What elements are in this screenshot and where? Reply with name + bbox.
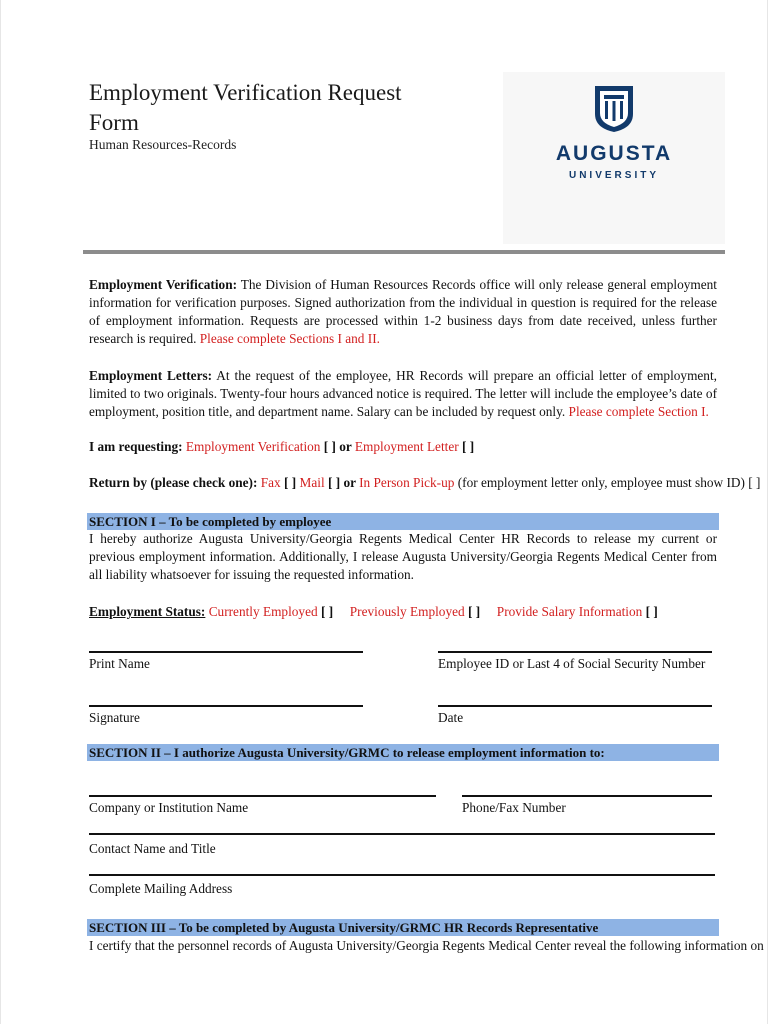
checkbox-mail[interactable]: [ ] or [324,475,360,490]
verification-note: Please complete Sections I and II. [199,331,380,346]
form-title: Employment Verification Request Form [89,80,402,135]
checkbox-previously-employed[interactable]: [ ] [464,604,481,619]
option-pickup: In Person Pick-up [359,475,455,490]
logo-wordmark: AUGUSTA [555,142,673,165]
employee-id-line[interactable] [438,651,712,653]
date-label: Date [438,710,464,725]
contact-label: Contact Name and Title [89,841,216,856]
requesting-line [89,438,717,456]
employment-status-line [89,603,717,621]
contact-line[interactable] [89,833,715,835]
company-label: Company or Institution Name [89,800,249,815]
company-line[interactable] [89,795,436,797]
option-employment-letter: Employment Letter [354,439,459,454]
logo-subtext: UNIVERSITY [568,170,659,181]
option-mail: Mail [299,475,325,490]
phone-line[interactable] [462,795,712,797]
section-3-text: I certify that the personnel records of Augusta University/Georgia Regents Medical Center reveal the following information on [89,938,764,953]
date-line[interactable] [438,705,712,707]
section-2-heading: SECTION II – I authorize Augusta University/GRMC to release employment information to: [87,744,719,761]
return-by-lead: Return by (please check one): [89,475,258,490]
option-employment-verification: Employment Verification [185,439,321,454]
letters-note: Please complete Section I. [568,404,709,419]
section-1-text: I hereby authorize Augusta University/Georgia Regents Medical Center HR Records to release my current or previous employment information. Additionally, I release Augusta University/Georgia Regents Medical Center from all liability whatsoever for issuing the requested information. [89,531,717,582]
checkbox-employment-letter[interactable]: [ ] [458,439,475,454]
verification-text: The Division of Human Resources Records office will only release general employment information for verification purposes. Signed authorization from the individual in question is required for the release of employment information. Requests are processed within 1-2 business days from date received, unless further research is required. [89,277,717,346]
option-previously-employed: Previously Employed [349,604,465,619]
shield-icon [593,84,635,134]
section-3-heading: SECTION III – To be completed by Augusta University/GRMC HR Records Representative [87,919,719,936]
letters-paragraph [89,367,717,421]
option-fax: Fax [260,475,281,490]
print-name-label: Print Name [89,656,150,671]
verification-lead: Employment Verification: [89,277,238,292]
option-currently-employed: Currently Employed [208,604,318,619]
form-subtitle: Human Resources-Records [89,137,237,152]
university-logo [503,72,725,244]
checkbox-pickup[interactable]: (for employment letter only, employee must show ID) [ ] [454,475,761,490]
verification-paragraph [89,276,717,348]
section-1-heading: SECTION I – To be completed by employee [87,513,719,530]
phone-label: Phone/Fax Number [462,800,566,815]
checkbox-currently-employed[interactable]: [ ] [317,604,334,619]
checkbox-fax[interactable]: [ ] [280,475,300,490]
employee-id-label: Employee ID or Last 4 of Social Security Number [438,656,706,671]
signature-label: Signature [89,710,140,725]
return-by-line [89,474,761,492]
requesting-lead: I am requesting: [89,439,183,454]
checkbox-employment-verification[interactable]: [ ] or [320,439,355,454]
address-label: Complete Mailing Address [89,881,233,896]
signature-line[interactable] [89,705,363,707]
header-divider [83,250,725,254]
checkbox-provide-salary[interactable]: [ ] [642,604,658,619]
address-line[interactable] [89,874,715,876]
employment-status-lead: Employment Status: [89,604,206,619]
option-provide-salary: Provide Salary Information [496,604,643,619]
letters-lead: Employment Letters: [89,368,213,383]
print-name-line[interactable] [89,651,363,653]
letters-text: At the request of the employee, HR Records will prepare an official letter of employment, limited to two originals. Twenty-four hours advanced notice is required. The letter will include the employee’s date of employment, position title, and department name. Salary can be included by request only. [89,368,717,419]
